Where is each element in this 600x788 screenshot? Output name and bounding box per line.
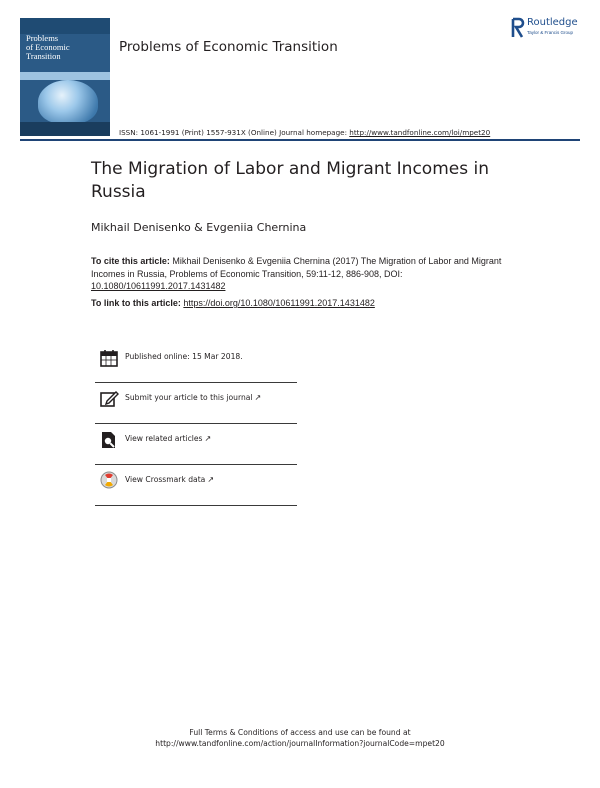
submit-article-row[interactable] [95, 383, 297, 424]
issn-line [119, 128, 490, 137]
citation-text: Mikhail Denisenko & Evgeniia Chernina (2017) The Migration of Labor and Migrant Incomes in Russia, Problems of Economic Transition, 59:11-12, 886-908, DOI: [91, 256, 502, 279]
related-articles-row[interactable] [95, 424, 297, 465]
routledge-logo-icon [511, 17, 525, 39]
submit-article-label: Submit your article to this journal [125, 393, 253, 402]
footer-terms-url[interactable]: http://www.tandfonline.com/action/journalInformation?journalCode=mpet20 [155, 739, 445, 748]
cover-top-band [20, 18, 110, 34]
publisher-name: Routledge [527, 17, 578, 28]
calendar-icon [99, 348, 119, 368]
publisher-subtitle: Taylor & Francis Group [527, 30, 574, 35]
published-online-row [95, 342, 297, 383]
edit-icon [99, 389, 119, 409]
citation-doi-link[interactable]: 10.1080/10611991.2017.1431482 [91, 281, 226, 291]
cover-globe-graphic [38, 80, 98, 124]
related-articles-link[interactable] [125, 434, 211, 443]
issn-text: ISSN: 1061-1991 (Print) 1557-931X (Online) Journal homepage: [119, 128, 350, 137]
cover-title [26, 34, 106, 61]
external-link-icon: ↗ [207, 475, 215, 484]
external-link-icon: ↗ [204, 434, 212, 443]
citation-label: To cite this article: [91, 256, 170, 266]
cover-strip [20, 72, 110, 80]
document-search-icon [99, 430, 119, 450]
article-title: The Migration of Labor and Migrant Incomes in Russia [91, 159, 489, 202]
published-online-text: Published online: 15 Mar 2018. [125, 352, 243, 361]
footer-terms-text: Full Terms & Conditions of access and use can be found at [189, 728, 411, 737]
cover-footer-band [20, 122, 110, 136]
page-footer [0, 727, 600, 749]
crossmark-label: View Crossmark data [125, 475, 206, 484]
header-divider [20, 139, 580, 141]
article-actions-list [95, 342, 297, 506]
article-authors: Mikhail Denisenko & Evgeniia Chernina [91, 221, 307, 234]
journal-homepage-link[interactable]: http://www.tandfonline.com/loi/mpet20 [349, 128, 491, 137]
external-link-icon: ↗ [254, 393, 262, 402]
submit-article-link[interactable] [125, 393, 261, 402]
crossmark-row[interactable] [95, 465, 297, 506]
cover-title-line2: of Economic Transition [26, 42, 70, 61]
article-link-line [91, 298, 375, 308]
citation-block [91, 255, 521, 293]
crossmark-icon [99, 471, 119, 491]
article-doi-url[interactable]: https://doi.org/10.1080/10611991.2017.1431482 [183, 298, 375, 308]
crossmark-link[interactable] [125, 475, 214, 484]
related-articles-label: View related articles [125, 434, 203, 443]
journal-title: Problems of Economic Transition [119, 39, 338, 55]
article-link-label: To link to this article: [91, 298, 184, 308]
publisher-logo [511, 17, 591, 41]
cover-title-line1: Problems [26, 33, 59, 43]
journal-cover-image [20, 18, 110, 136]
